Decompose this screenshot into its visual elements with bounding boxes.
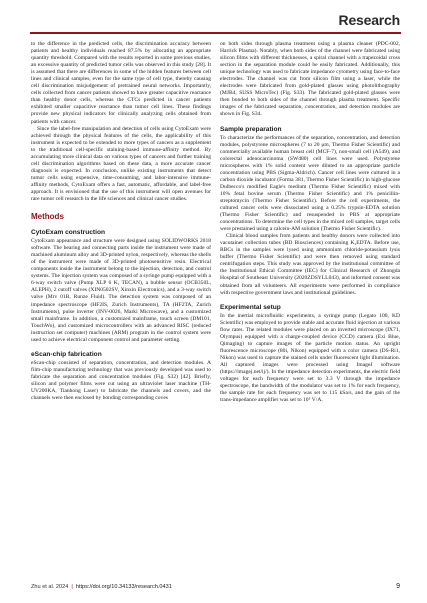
body-paragraph: In the inertial microfluidic experiments, a syringe pump (Legato 100, KD Scientific) was employed to provide stable and accurate fluid injection at various flow rates. The related modules were placed on an inverted microscope (IX71, Olympus) equipped with a charge-coupled device (CCD) camera (Exi Blue, Qimaging) to capture images of the particle motion status. An upright fluorescence microscope (80i, Nikon) equipped with a color camera (DS-Ri1, Nikon) was used to capture the stained cells under fluorescent light illumination. All captured images were processed using ImageJ software (https://imagej.net/ij/). In the impedance detection experiments, the electric field voltages for each frequency were set to 3.3 V through the impedance spectroscope, the bandwidth of the modulator was set to 1% for each frequency, the sample rate for each frequency was set to 115 kSa/s, and the gain of the trans-impedance amplifier was set to 10⁵ V/A. bbox=[220, 312, 400, 404]
body-paragraph: to the difference in the predicted cells, the discrimination accuracy between patients and healthy individuals reached 87.5% by allocating an appropriate quantity threshold. Compared with the results reported in some previous studies, an excessive quantity of predicted tumor cells was observed in this study [28]. It is assumed that there are differences in some of the hidden features between cell lines and clinical samples, even for the same type of cell type, thereby causing cell discrimination misjudgement of pretrained neural networks. Importantly, cells collected from cancer patients showed to have greater capacitive reactance than healthy donor cells, whereas the CTCs predicted in cancer patients exhibited smaller capacitive reactance than tumor cell lines. These findings provide new physical indicators for clinically analyzing cells obtained from patients with cancer. bbox=[31, 41, 211, 125]
doi-link[interactable]: https://doi.org/10.34133/research.0431 bbox=[75, 583, 172, 590]
left-column bbox=[31, 41, 211, 402]
experimental-setup-heading: Experimental setup bbox=[220, 303, 281, 311]
chip-fabrication-heading: eScan-chip fabrication bbox=[31, 350, 102, 358]
methods-heading: Methods bbox=[31, 212, 64, 222]
body-paragraph: CytoExam appearance and structure were designed using SOLIDWORKS 2018 software. The bearing and connecting parts inside the instrument were made of machined aluminum alloy and 3D-printed nylon, respectively, whereas the shells of the instrument were made of 3D-printed photosensitive resin. Electrical components inside the instrument belong to the injection, detection, and control systems. The injection system was composed of a syringe pump equipped with a 6-way switch valve (Pump XLP 6 K, TECAN), a bubble sensor (OCB350L, ALEPH), 2 cutoff valves (XIN0502SV, Xinxin Electronics), and a 3-way switch valve (Mrv 01B, Runze Fluid). The detection system was composed of an impedance spectroscope (HF2IS, Zurich Instruments), TA (HF2TA, Zurich Instruments), pulse inverter (INV-0026, Marki Microwave), and a customized small mainframe. In addition, a customized mainframe, touch screen (DM101, TouchWo), and customized microcontrollers with an advanced RISC (reduced instruction set computer) machines (ARM) program in the control system were used to achieve electrical component control and parameter setting. bbox=[31, 238, 211, 343]
body-paragraph: on both sides through plasma treatment using a plasma cleaner (PDC-002, Harrick Plasma). Notably, when both sides of the channel were fabricated using silicon films with different thicknesses, a spiral channel with a trapezoidal cross section in the separation module could be easily fabricated. Additionally, this unique technology was used to fabricate impedance cytometry using face-to-face electrodes. The channel was cut from silicon film using a laser, while the electrodes were fabricated from gold-plated glasses using photolithography (MJB4, SUSS MicroTec) (Fig. S33). The fabricated gold-plated glasses were then bonded to both sides of the channel through plasma treatment. Specific images of the fabricated separation, concentration, and detection modules are shown in Fig. S34. bbox=[220, 41, 400, 118]
body-paragraph: To characterize the performances of the separation, concentration, and detection modules, polystyrene microspheres (7 to 20 μm, Thermo Fisher Scientific) and commercially available human breast cell (MCF-7), non-small cell (A549), and colorectal adenocarcinoma (SW480) cell lines were used. Polystyrene microspheres with 1% solid content were diluted to an appropriate particle concentration using PBS (Sigma-Aldrich). Cancer cell lines were cultured in a carbon dioxide incubator (Forma 381, Thermo Fisher Scientific) in high-glucose Dulbecco's modified Eagle's medium (Thermo Fisher Scientific) mixed with 10% fetal bovine serum (Thermo Fisher Scientific) and 1% penicillin-streptomycin (Thermo Fisher Scientific). Before the cell experiments, the cultured cancer cells were dissociated using a 0.25% trypsin-EDTA solution (Thermo Fisher Scientific) and resuspended in PBS at appropriate concentrations. To determine the cell types in the mixed cell samples, target cells were prestained using a calcein-AM solution (Thermo Fisher Scientific). bbox=[220, 134, 400, 233]
sample-preparation-heading: Sample preparation bbox=[220, 125, 282, 133]
footer-citation: Zhu et al. 2024 bbox=[31, 583, 69, 590]
body-paragraph: eScan-chip consisted of separation, concentration, and detection modules. A film-chip manufacturing technology that was previously developed was used to fabricate the separation and concentration modules (Fig. S32) [42]. Briefly, silicon and polymer films were cut using an ultraviolet laser machine (TH-UV200KA, Tianhong Laser) to fabricate the channels and covers, and the channels were then enclosed by bonding corresponding coves bbox=[31, 359, 211, 402]
construction-heading: CytoExam construction bbox=[31, 229, 106, 237]
page-number: 9 bbox=[396, 583, 400, 590]
right-column bbox=[220, 41, 400, 404]
footer-separator: | bbox=[71, 583, 73, 590]
body-paragraph: Since the label-free manipulation and detection of cells using CytoExam were achieved through the physical features of the cells, the applicability of this instrument is expected to be extended to more types of cancers as a supplement to the traditional cell-specific staining-based immune-affinity method. By accumulating more clinical data on various types of cancers and further training cell discrimination algorithms based on these data, a more accurate cancer diagnosis is expected. In conclusion, unlike existing instruments that detect tumor cells using expensive, time-consuming, and labor-intensive immune-affinity methods, CytoExam offers a fast, automatic, affordable, and label-free approach. It is envisioned that the use of this instrument will open avenues for rare tumor cell research in the life sciences and clinical cancer studies. bbox=[31, 125, 211, 203]
header-divider bbox=[30, 32, 401, 34]
page-footer bbox=[31, 583, 400, 590]
body-paragraph: Clinical blood samples from patients and healthy donors were collected into vacutainer collection tubes (BD Biosciences) containing K₂EDTA. Before use, RBCs in the samples were lysed using ammonium chloride-potassium lysis buffer (Thermo Fisher Scientific) and were then removed using standard centrifugation steps. This study was approved by the institutional committee of the Institutional Ethical Committee (IEC) for Clinical Research of Zhongda Hospital of Southeast University (2020ZDSYLL043), and informed consent was obtained from all volunteers. All experiments were performed in compliance with respective government laws and institutional guidelines. bbox=[220, 233, 400, 296]
journal-name: Research bbox=[338, 12, 400, 28]
